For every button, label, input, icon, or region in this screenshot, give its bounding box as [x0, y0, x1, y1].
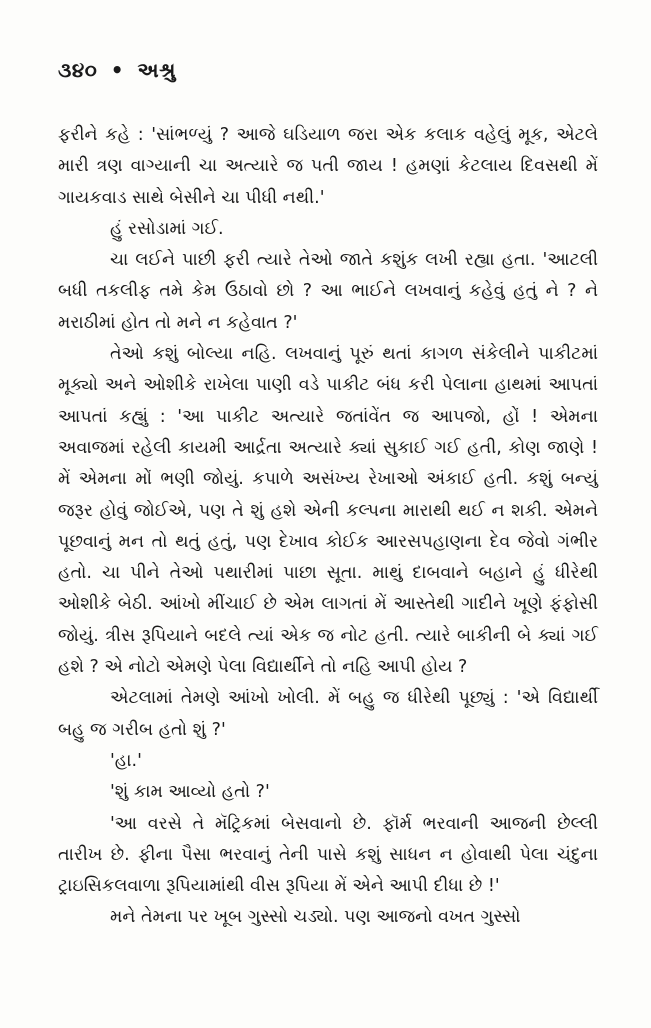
paragraph-7: 'શું કામ આવ્યો હતો ?'	[110, 782, 270, 803]
paragraph-6: 'હા.'	[110, 750, 142, 771]
paragraph-1: ફરીને કહે : 'સાંભળ્યું ? આજે ઘડિયાળ જરા એક કલાક વહેલું મૂક, એટલે મારી ત્રણ વાગ્યાની ચા અત્યારે જ પતી જાય ! હમણાં કેટલાય દિવસથી મેં ગાયકવાડ સાથે બેસીને ચા પીધી નથી.'	[58, 125, 598, 208]
running-header	[58, 58, 176, 82]
paragraph-5: એટલામાં તેમણે આંખો ખોલી. મેં બહુ જ ધીરેથી પૂછ્યું : 'એ વિદ્યાર્થી બહુ જ ગરીબ હતો શું ?'	[58, 688, 598, 740]
paragraph-8: 'આ વરસે તે મૅટ્રિકમાં બેસવાનો છે. ફૉર્મ ભરવાની આજની છેલ્લી તારીખ છે. ફીના પૈસા ભરવાનું તેની પાસે કશું સાધન ન હોવાથી પેલા ચંદુના ટ્રાઇસિકલવાળા રૂપિયામાંથી વીસ રૂપિયા મેં એને આપી દીધા છે !'	[58, 813, 598, 897]
paragraph-3: ચા લઈને પાછી ફરી ત્યારે તેઓ જાતે કશુંક લખી રહ્યા હતા. 'આટલી બધી તકલીફ તમે કેમ ઉઠાવો છો ? આ ભાઈને લખવાનું કહેવું હતું ને ? ને મરાઠીમાં હોત તો મને ન કહેવાત ?'	[58, 250, 598, 333]
book-title: અશ્રુ	[137, 58, 176, 82]
paragraph-2: હું રસોડામાં ગઈ.	[110, 218, 224, 239]
paragraph-4: તેઓ કશું બોલ્યા નહિ. લખવાનું પૂરું થતાં કાગળ સંકેલીને પાકીટમાં મૂક્યો અને ઓશીકે રાખેલા પાણી વડે પાકીટ બંધ કરી પેલાના હાથમાં આપતાં આપતાં કહ્યું : 'આ પાકીટ અત્યારે જતાંવેંત જ આપજો, હોં ! એમના અવાજમાં રહેલી કાયમી આર્દ્રતા અત્યારે ક્યાં સુકાઈ ગઈ હતી, કોણ જાણે ! મેં એમના મોં ભણી જોયું. કપાળે અસંખ્ય રેખાઓ અંકાઈ હતી. કશું બન્યું જરૂર હોવું જોઈએ, પણ તે શું હશે એની કલ્પના મારાથી થઈ ન શકી. એમને પૂછવાનું મન તો થતું હતું, પણ દેખાવ કોઈક આરસપહાણના દેવ જેવો ગંભીર હતો. ચા પીને તેઓ પથારીમાં પાછા સૂતા. માથું દાબવાને બહાને હું ધીરેથી ઓશીકે બેઠી. આંખો મીંચાઈ છે એમ લાગતાં મેં આસ્તેથી ગાદીને ખૂણે ફંફોસી જોયું. ત્રીસ રૂપિયાને બદલે ત્યાં એક જ નોટ હતી. ત્યારે બાકીની બે ક્યાં ગઈ હશે ? એ નોટો એમણે પેલા વિદ્યાર્થીને તો નહિ આપી હોય ?	[58, 344, 598, 678]
body-text	[58, 120, 598, 934]
page-number: ૩૪૦	[58, 58, 98, 82]
header-separator: •	[110, 58, 125, 82]
paragraph-9: મને તેમના પર ખૂબ ગુસ્સો ચડ્યો. પણ આજનો વખત ગુસ્સો	[110, 907, 521, 928]
